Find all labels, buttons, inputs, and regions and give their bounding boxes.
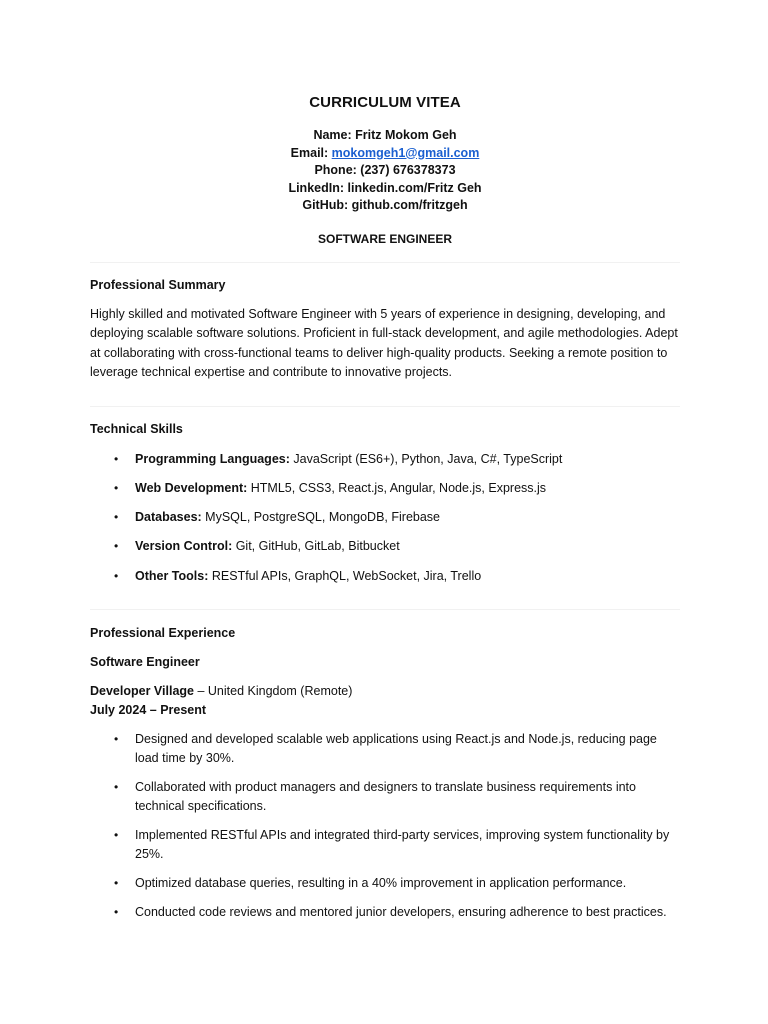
skill-item [135, 508, 680, 527]
summary-heading: Professional Summary [90, 278, 226, 292]
company-line [90, 684, 352, 698]
email-link[interactable]: mokomgeh1@gmail.com [331, 145, 480, 160]
github-value: github.com/fritzgeh [351, 198, 468, 212]
job-dates: July 2024 – Present [90, 703, 207, 717]
experience-item: • Collaborated with product managers and designers to translate business requirements into technical specifications. [135, 778, 680, 816]
name-label: Name: [313, 128, 352, 142]
phone-value: (237) 676378373 [360, 163, 456, 177]
resume-page [90, 0, 680, 1024]
skill-value: Git, GitHub, GitLab, Bitbucket [232, 539, 400, 553]
contact-github [90, 197, 680, 215]
experience-item: • Optimized database queries, resulting in a 40% improvement in application performance. [135, 874, 680, 893]
document-title: CURRICULUM VITEA [309, 94, 461, 111]
job-title: Software Engineer [90, 655, 200, 669]
skill-item [135, 450, 680, 469]
skill-label: Databases: [135, 510, 202, 524]
contact-block [90, 127, 680, 215]
phone-label: Phone: [314, 163, 357, 177]
github-label: GitHub: [302, 198, 349, 212]
skill-item [135, 567, 680, 586]
divider-1 [90, 262, 680, 263]
skill-item [135, 479, 680, 498]
skill-label: Programming Languages: [135, 452, 290, 466]
skill-value: MySQL, PostgreSQL, MongoDB, Firebase [201, 510, 440, 524]
experience-item: • Implemented RESTful APIs and integrated third-party services, improving system functionality by 25%. [135, 826, 680, 864]
skill-value: HTML5, CSS3, React.js, Angular, Node.js, Express.js [247, 481, 547, 495]
divider-2 [90, 406, 680, 407]
skill-value: RESTful APIs, GraphQL, WebSocket, Jira, Trello [208, 569, 482, 583]
skill-label: Web Development: [135, 481, 248, 495]
role-title: SOFTWARE ENGINEER [317, 232, 452, 246]
skill-value: JavaScript (ES6+), Python, Java, C#, TypeScript [289, 452, 563, 466]
divider-3 [90, 609, 680, 610]
email-label: Email: [290, 145, 329, 160]
name-value: Fritz Mokom Geh [355, 128, 457, 142]
contact-phone [90, 162, 680, 180]
experience-item: • Designed and developed scalable web applications using React.js and Node.js, reducing page load time by 30%. [135, 730, 680, 768]
skill-label: Other Tools: [135, 569, 209, 583]
linkedin-label: LinkedIn: [288, 180, 345, 195]
summary-text: Highly skilled and motivated Software Engineer with 5 years of experience in designing, developing, and deploying scalable software solutions. Proficient in full-stack development, and agile methodologies. Adept at collaborating with cross-functional teams to deliver high-quality products. Seeking a remote position to leverage technical expertise and contribute to innovative projects. [90, 307, 678, 379]
experience-heading: Professional Experience [90, 626, 236, 640]
contact-linkedin [90, 180, 680, 198]
company-name: Developer Village [90, 684, 194, 698]
skills-heading: Technical Skills [90, 422, 183, 436]
company-location: – United Kingdom (Remote) [194, 684, 353, 698]
experience-item: • Conducted code reviews and mentored junior developers, ensuring adherence to best practices. [135, 903, 680, 922]
linkedin-value: linkedin.com/Fritz Geh [347, 180, 482, 195]
contact-email [90, 145, 680, 163]
skill-label: Version Control: [135, 539, 233, 553]
skill-item [135, 537, 680, 556]
contact-name [90, 127, 680, 145]
